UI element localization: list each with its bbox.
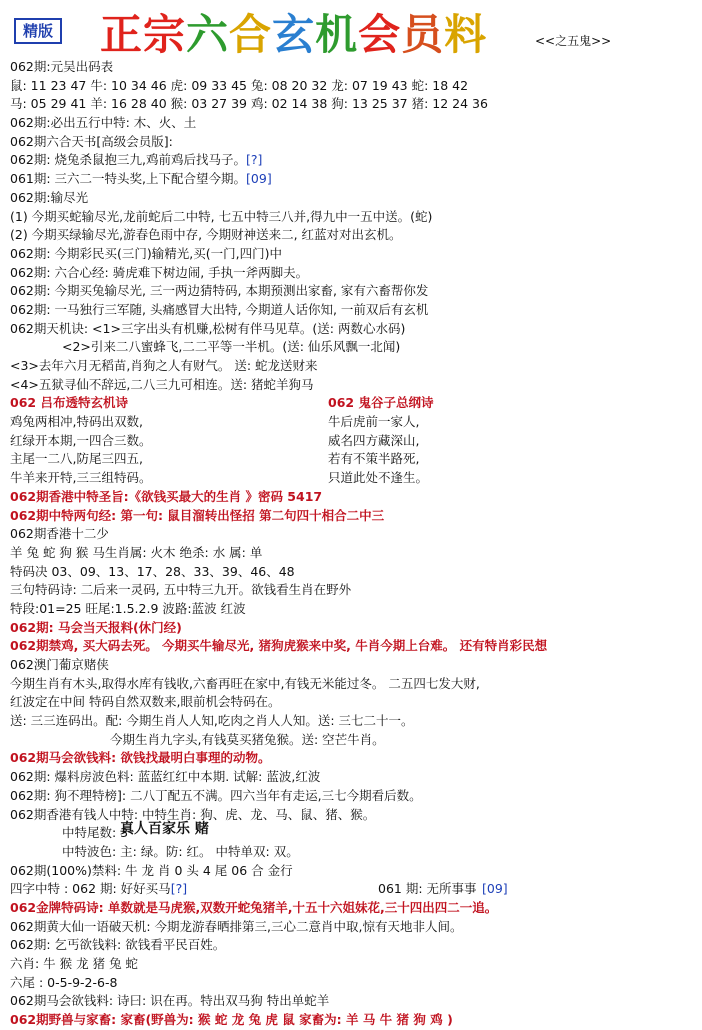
text-line xyxy=(10,357,700,376)
result-mark: [09] xyxy=(482,881,508,897)
text-line xyxy=(10,133,700,152)
text-line xyxy=(10,170,700,189)
line-text: 062期马会欲钱料: 诗曰: 识在再。特出双马狗 特出单蛇羊 xyxy=(10,993,330,1009)
left-column-text: 牛羊来开特,三三组特码。 xyxy=(10,470,152,486)
line-text: 062期: 今期买兔输尽光, 三一两边猜特码, 本期预测出家畜, 家有六畜帮你发 xyxy=(10,283,429,299)
line-text: 062期:必出五行中特: 木、火、土 xyxy=(10,115,197,131)
line-text: 四字中特 : 062 期: 好好买马 xyxy=(10,881,171,897)
title-char: 会 xyxy=(358,10,402,59)
text-line xyxy=(10,955,700,974)
line-text: 六尾 : 0-5-9-2-6-8 xyxy=(10,974,118,990)
overlay-text: 真人百家乐 赌 xyxy=(120,821,209,838)
edition-badge: 精版 xyxy=(14,18,62,44)
line-text: 马: 05 29 41 羊: 16 28 40 猴: 03 27 39 鸡: 02 14 38 狗: 13 25 37 猪: 12 24 36 xyxy=(10,96,488,112)
line-text: 062期: 烧兔杀鼠抱三九,鸡前鸡后找马子。 xyxy=(10,152,247,168)
text-line xyxy=(10,394,700,413)
line-text: 062期:元吴出码表 xyxy=(10,59,114,74)
text-line xyxy=(10,843,700,862)
line-text: 062期: 一马独行三军随, 头痛感冒大出特, 今期道人话你知, 一前双后有玄机 xyxy=(10,301,429,317)
text-line xyxy=(10,376,700,395)
right-column-text: 牛后虎前一家人, xyxy=(328,414,420,430)
line-text: (2) 今期买绿输尽光,游春色雨中存, 今期财神送来二, 红蓝对对出玄机。 xyxy=(10,227,402,243)
line-text: 062期香港十二少 xyxy=(10,526,109,542)
line-text: 062金牌特码诗: 单数就是马虎猴,双数开蛇兔猪羊,十五十六姐妹花,三十四出四二一追。 xyxy=(10,899,498,915)
title-char: 料 xyxy=(444,10,488,59)
extra-text: 061 期: 无所事事 xyxy=(378,881,477,897)
line-text: 062期: 马会当天报料(休门经) xyxy=(10,619,182,635)
text-line xyxy=(10,862,700,881)
text-line xyxy=(10,749,700,768)
text-line xyxy=(10,712,700,731)
line-text: 061期: 三六二一特头奖,上下配合望今期。 xyxy=(10,171,247,187)
author-signature: <<之五鬼>> xyxy=(535,34,612,48)
text-line xyxy=(10,58,700,77)
line-text: 062期黄大仙一语破天机: 今期龙游春晒排第三,三心二意肖中取,惊有天地非人间。 xyxy=(10,918,463,934)
line-text: <2>引来二八蜜蜂飞,二二平等一半机。(送: 仙乐风飘一北闻) xyxy=(62,339,401,355)
right-column-text: 只道此处不逢生。 xyxy=(328,470,429,486)
text-line xyxy=(10,469,700,488)
result-mark: [09] xyxy=(246,171,272,187)
text-line xyxy=(10,936,700,955)
text-line xyxy=(10,525,700,544)
text-line xyxy=(10,806,700,825)
text-line xyxy=(10,338,700,357)
text-line xyxy=(10,1011,700,1030)
text-line xyxy=(10,488,700,507)
text-line xyxy=(10,507,700,526)
text-line xyxy=(10,675,700,694)
line-text: 062期: 乞丐欲钱料: 欲钱看平民百姓。 xyxy=(10,937,226,953)
line-text: 062期: 六合心经: 骑虎难下树边闹, 手执一斧两脚夫。 xyxy=(10,264,309,280)
forecast-content xyxy=(10,58,700,1030)
line-text: 062期野兽与家畜: 家畜(野兽为: 猴 蛇 龙 兔 虎 鼠 家畜为: 羊 马 牛 猪 狗 鸡 ) xyxy=(10,1012,453,1028)
left-column-text: 鸡兔两相冲,特码出双数, xyxy=(10,414,143,430)
text-line xyxy=(10,918,700,937)
line-text: 062期: 爆料房波色料: 蓝蓝红红中本期. 试解: 蓝波,红波 xyxy=(10,769,321,785)
text-line xyxy=(10,600,700,619)
line-text: 送: 三三连码出。配: 今期生肖人人知,吃肉之肖人人知。送: 三七二十一。 xyxy=(10,713,414,729)
text-line xyxy=(10,768,700,787)
line-text: 062期:输尽光 xyxy=(10,189,89,205)
text-line xyxy=(10,320,700,339)
line-text: 062期禁鸡, 买大码去死。 今期买牛输尽光, 猪狗虎猴来中奖, 牛肖今期上台难。 还有特肖彩民想 xyxy=(10,638,548,654)
text-line xyxy=(10,282,700,301)
title-char: 宗 xyxy=(143,10,187,59)
text-line xyxy=(10,77,700,96)
line-text: 三句特码诗: 二后来一灵码, 五中特三九开。欲钱看生肖在野外 xyxy=(10,582,352,598)
title-char: 玄 xyxy=(272,10,316,59)
line-text: 062期: 今期彩民买(三门)输精光,买(一门,四门)中 xyxy=(10,245,282,261)
line-text: 中特波色: 主: 绿。防: 红。 中特单双: 双。 xyxy=(62,843,299,859)
page-title xyxy=(100,2,487,62)
text-line xyxy=(10,432,700,451)
line-text: 062期香港中特圣旨:《欲钱买最大的生肖 》密码 5417 xyxy=(10,488,323,504)
line-text: 今期生肖九字头,有钱莫买猪兔猴。送: 空芒牛肖。 xyxy=(110,731,385,747)
text-line xyxy=(10,114,700,133)
text-line xyxy=(10,208,700,227)
line-text: (1) 今期买蛇输尽光,龙前蛇后二中特, 七五中特三八并,得九中一五中送。(蛇) xyxy=(10,208,433,224)
text-line xyxy=(10,731,700,750)
text-line xyxy=(10,301,700,320)
right-column-text: 062 鬼谷子总纲诗 xyxy=(328,395,434,411)
line-text: 062期天机诀: <1>三字出头有机赚,松树有伴马见草。(送: 两数心水码) xyxy=(10,320,406,336)
title-char: 合 xyxy=(229,10,273,59)
line-text: 羊 兔 蛇 狗 猴 马生肖属: 火木 绝杀: 水 属: 单 xyxy=(10,544,263,560)
text-line xyxy=(10,450,700,469)
line-text: <3>去年六月无稻苗,肖狗之人有财气。 送: 蛇龙送财来 xyxy=(10,358,318,373)
text-line xyxy=(10,880,700,899)
line-text: <4>五狱寻仙不辞远,二八三九可相连。送: 猪蛇羊狗马 xyxy=(10,376,314,392)
right-column-text: 威名四方藏深山, xyxy=(328,432,420,448)
text-line xyxy=(10,581,700,600)
line-text: 062期马会欲钱料: 欲钱找最明白事理的动物。 xyxy=(10,750,271,766)
page-header xyxy=(0,0,702,58)
right-column-text: 若有不策半路死, xyxy=(328,451,420,467)
left-column-text: 主尾一二八,防尾三四五, xyxy=(10,451,143,467)
text-line xyxy=(10,151,700,170)
text-line xyxy=(10,245,700,264)
text-line xyxy=(10,619,700,638)
line-text: 062期中特两句经: 第一句: 鼠目溜转出怪招 第二句四十相合二中三 xyxy=(10,507,385,523)
text-line xyxy=(10,413,700,432)
text-line xyxy=(10,821,700,843)
result-mark: [?] xyxy=(246,152,263,168)
title-char: 正 xyxy=(100,10,144,59)
title-char: 机 xyxy=(315,10,359,59)
title-char: 六 xyxy=(186,10,230,59)
text-line xyxy=(10,787,700,806)
line-text: 今期生肖有木头,取得水库有钱收,六畜再旺在家中,有钱无米能过冬。 二五四七发大财, xyxy=(10,675,480,691)
text-line xyxy=(10,264,700,283)
line-text: 红波定在中间 特码自然双数来,眼前机会特码在。 xyxy=(10,694,281,710)
text-line xyxy=(10,992,700,1011)
line-text: 062澳门葡京赌侠 xyxy=(10,657,109,672)
line-text: 062期香港有钱人中特: 中特生肖: 狗、虎、龙、马、鼠、猪、猴。 xyxy=(10,806,376,822)
line-text: 062期(100%)禁料: 牛 龙 肖 0 头 4 尾 06 合 金行 xyxy=(10,862,293,878)
text-line xyxy=(10,899,700,918)
line-text: 特段:01=25 旺尾:1.5.2.9 波路:蓝波 红波 xyxy=(10,600,246,616)
text-line xyxy=(10,656,700,675)
text-line xyxy=(10,226,700,245)
line-text: 中特尾数: 3 xyxy=(62,825,129,841)
text-line xyxy=(10,544,700,563)
title-char: 员 xyxy=(401,10,445,59)
text-line xyxy=(10,95,700,114)
line-text: 特码决 03、09、13、17、28、33、39、46、48 xyxy=(10,563,295,579)
result-mark: [?] xyxy=(170,881,188,897)
line-text: 六肖: 牛 猴 龙 猪 兔 蛇 xyxy=(10,956,139,971)
line-text: 062期六合天书[高级会员版]: xyxy=(10,133,173,149)
text-line xyxy=(10,693,700,712)
line-text: 062期: 狗不理特榜]: 二八丁配五不满。四六当年有走运,三七今期看后数。 xyxy=(10,787,422,803)
left-column-text: 红绿开本期,一四合三数。 xyxy=(10,432,152,448)
text-line xyxy=(10,189,700,208)
line-text: 鼠: 11 23 47 牛: 10 34 46 虎: 09 33 45 兔: 08 20 32 龙: 07 19 43 蛇: 18 42 xyxy=(10,77,469,93)
left-column-text: 062 吕布透特玄机诗 xyxy=(10,395,128,411)
text-line xyxy=(10,563,700,582)
text-line xyxy=(10,637,700,656)
